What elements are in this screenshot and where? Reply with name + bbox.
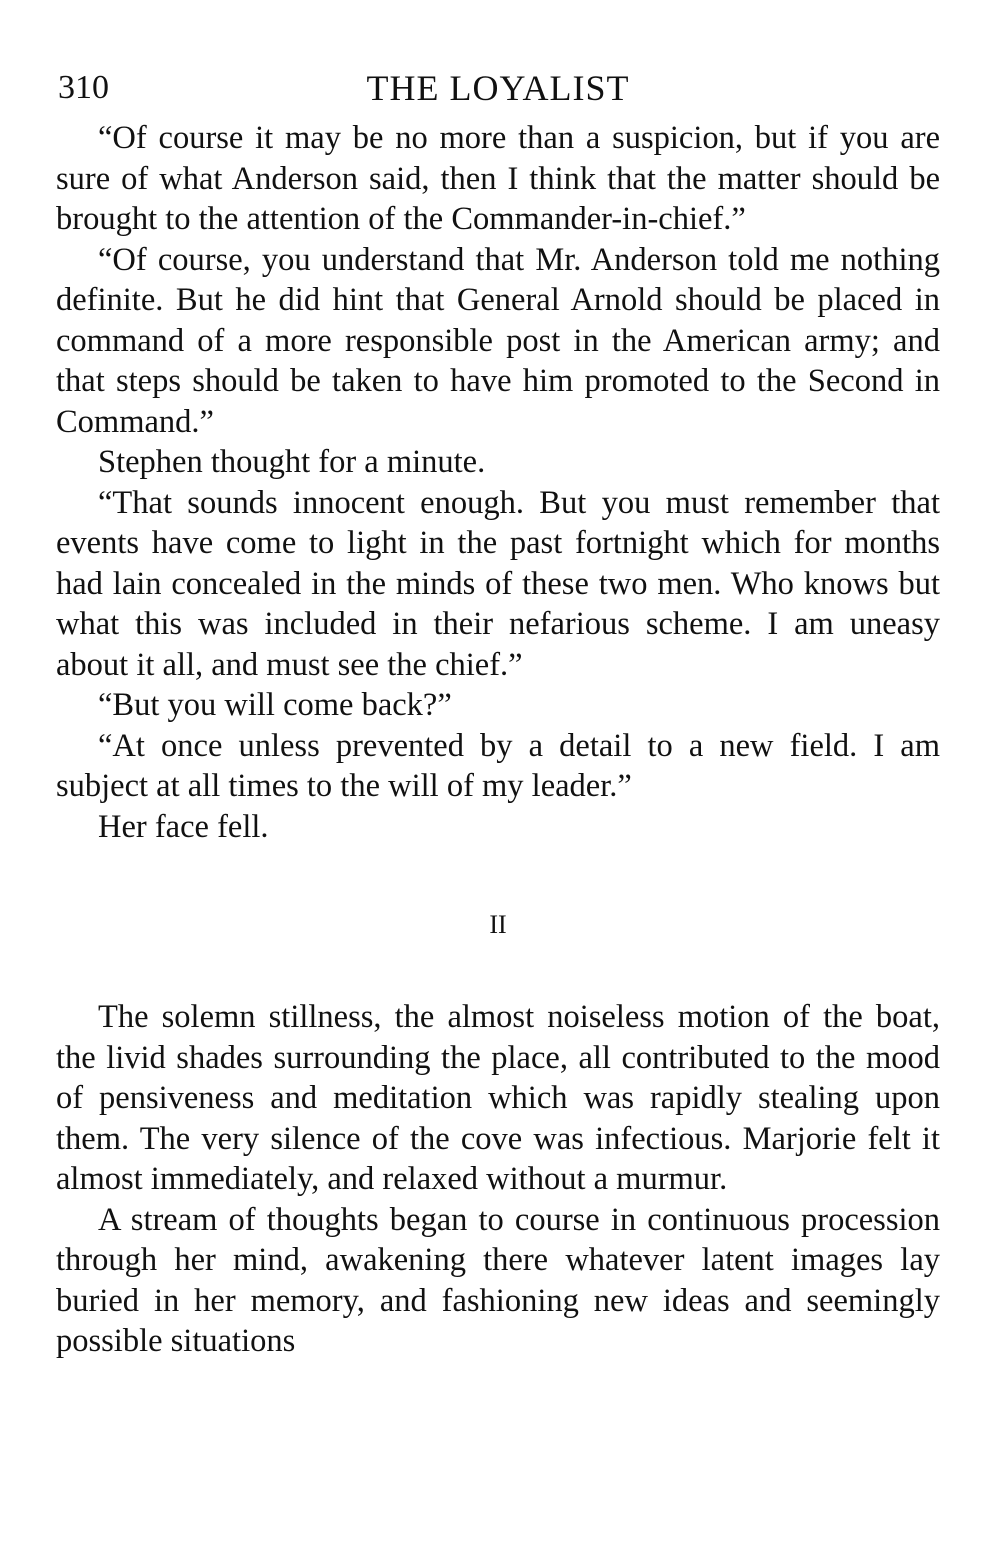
- paragraph: Her face fell.: [98, 808, 269, 845]
- paragraph: “Of course it may be no more than a suspicion, but if you are sure of what Anderson said, then I think that the matter should be brought to the attention of the Commander-in-chief.”: [56, 120, 940, 237]
- paragraph: “At once unless prevented by a detail to a new field. I am subject at all times to the will of my leader.”: [56, 727, 940, 804]
- paragraph: “That sounds innocent enough. But you must remember that events have come to light in the past fortnight which for months had lain concealed in the minds of these two men. Who knows but what this was included in their nefarious scheme. I am uneasy about it all, and must see the chief.”: [56, 484, 940, 683]
- book-page: [56, 58, 940, 1362]
- paragraph: “But you will come back?”: [98, 687, 452, 723]
- paragraph: The solemn stillness, the almost noiseless motion of the boat, the livid shades surrounding the place, all contributed to the mood of pensiveness and meditation which was rapidly stealing upon them. The very silence of the cove was infectious. Marjorie felt it almost immediately, and relaxed without a murmur.: [56, 999, 940, 1197]
- paragraph: A stream of thoughts began to course in continuous procession through her mind, awakening there whatever latent images lay buried in her memory, and fashioning new ideas and seemingly possible situations: [56, 1201, 940, 1359]
- section-number: II: [489, 910, 507, 939]
- page-header: [56, 58, 940, 118]
- paragraph: “Of course, you understand that Mr. Anderson told me nothing definite. But he did hint that General Arnold should be placed in command of a more responsible post in the American army; and that steps should be taken to have him promoted to the Second in Command.”: [56, 241, 940, 440]
- page-number: 310: [58, 69, 109, 106]
- running-title: THE LOYALIST: [366, 68, 630, 108]
- paragraph: Stephen thought for a minute.: [98, 444, 486, 480]
- body-text: [56, 118, 940, 1362]
